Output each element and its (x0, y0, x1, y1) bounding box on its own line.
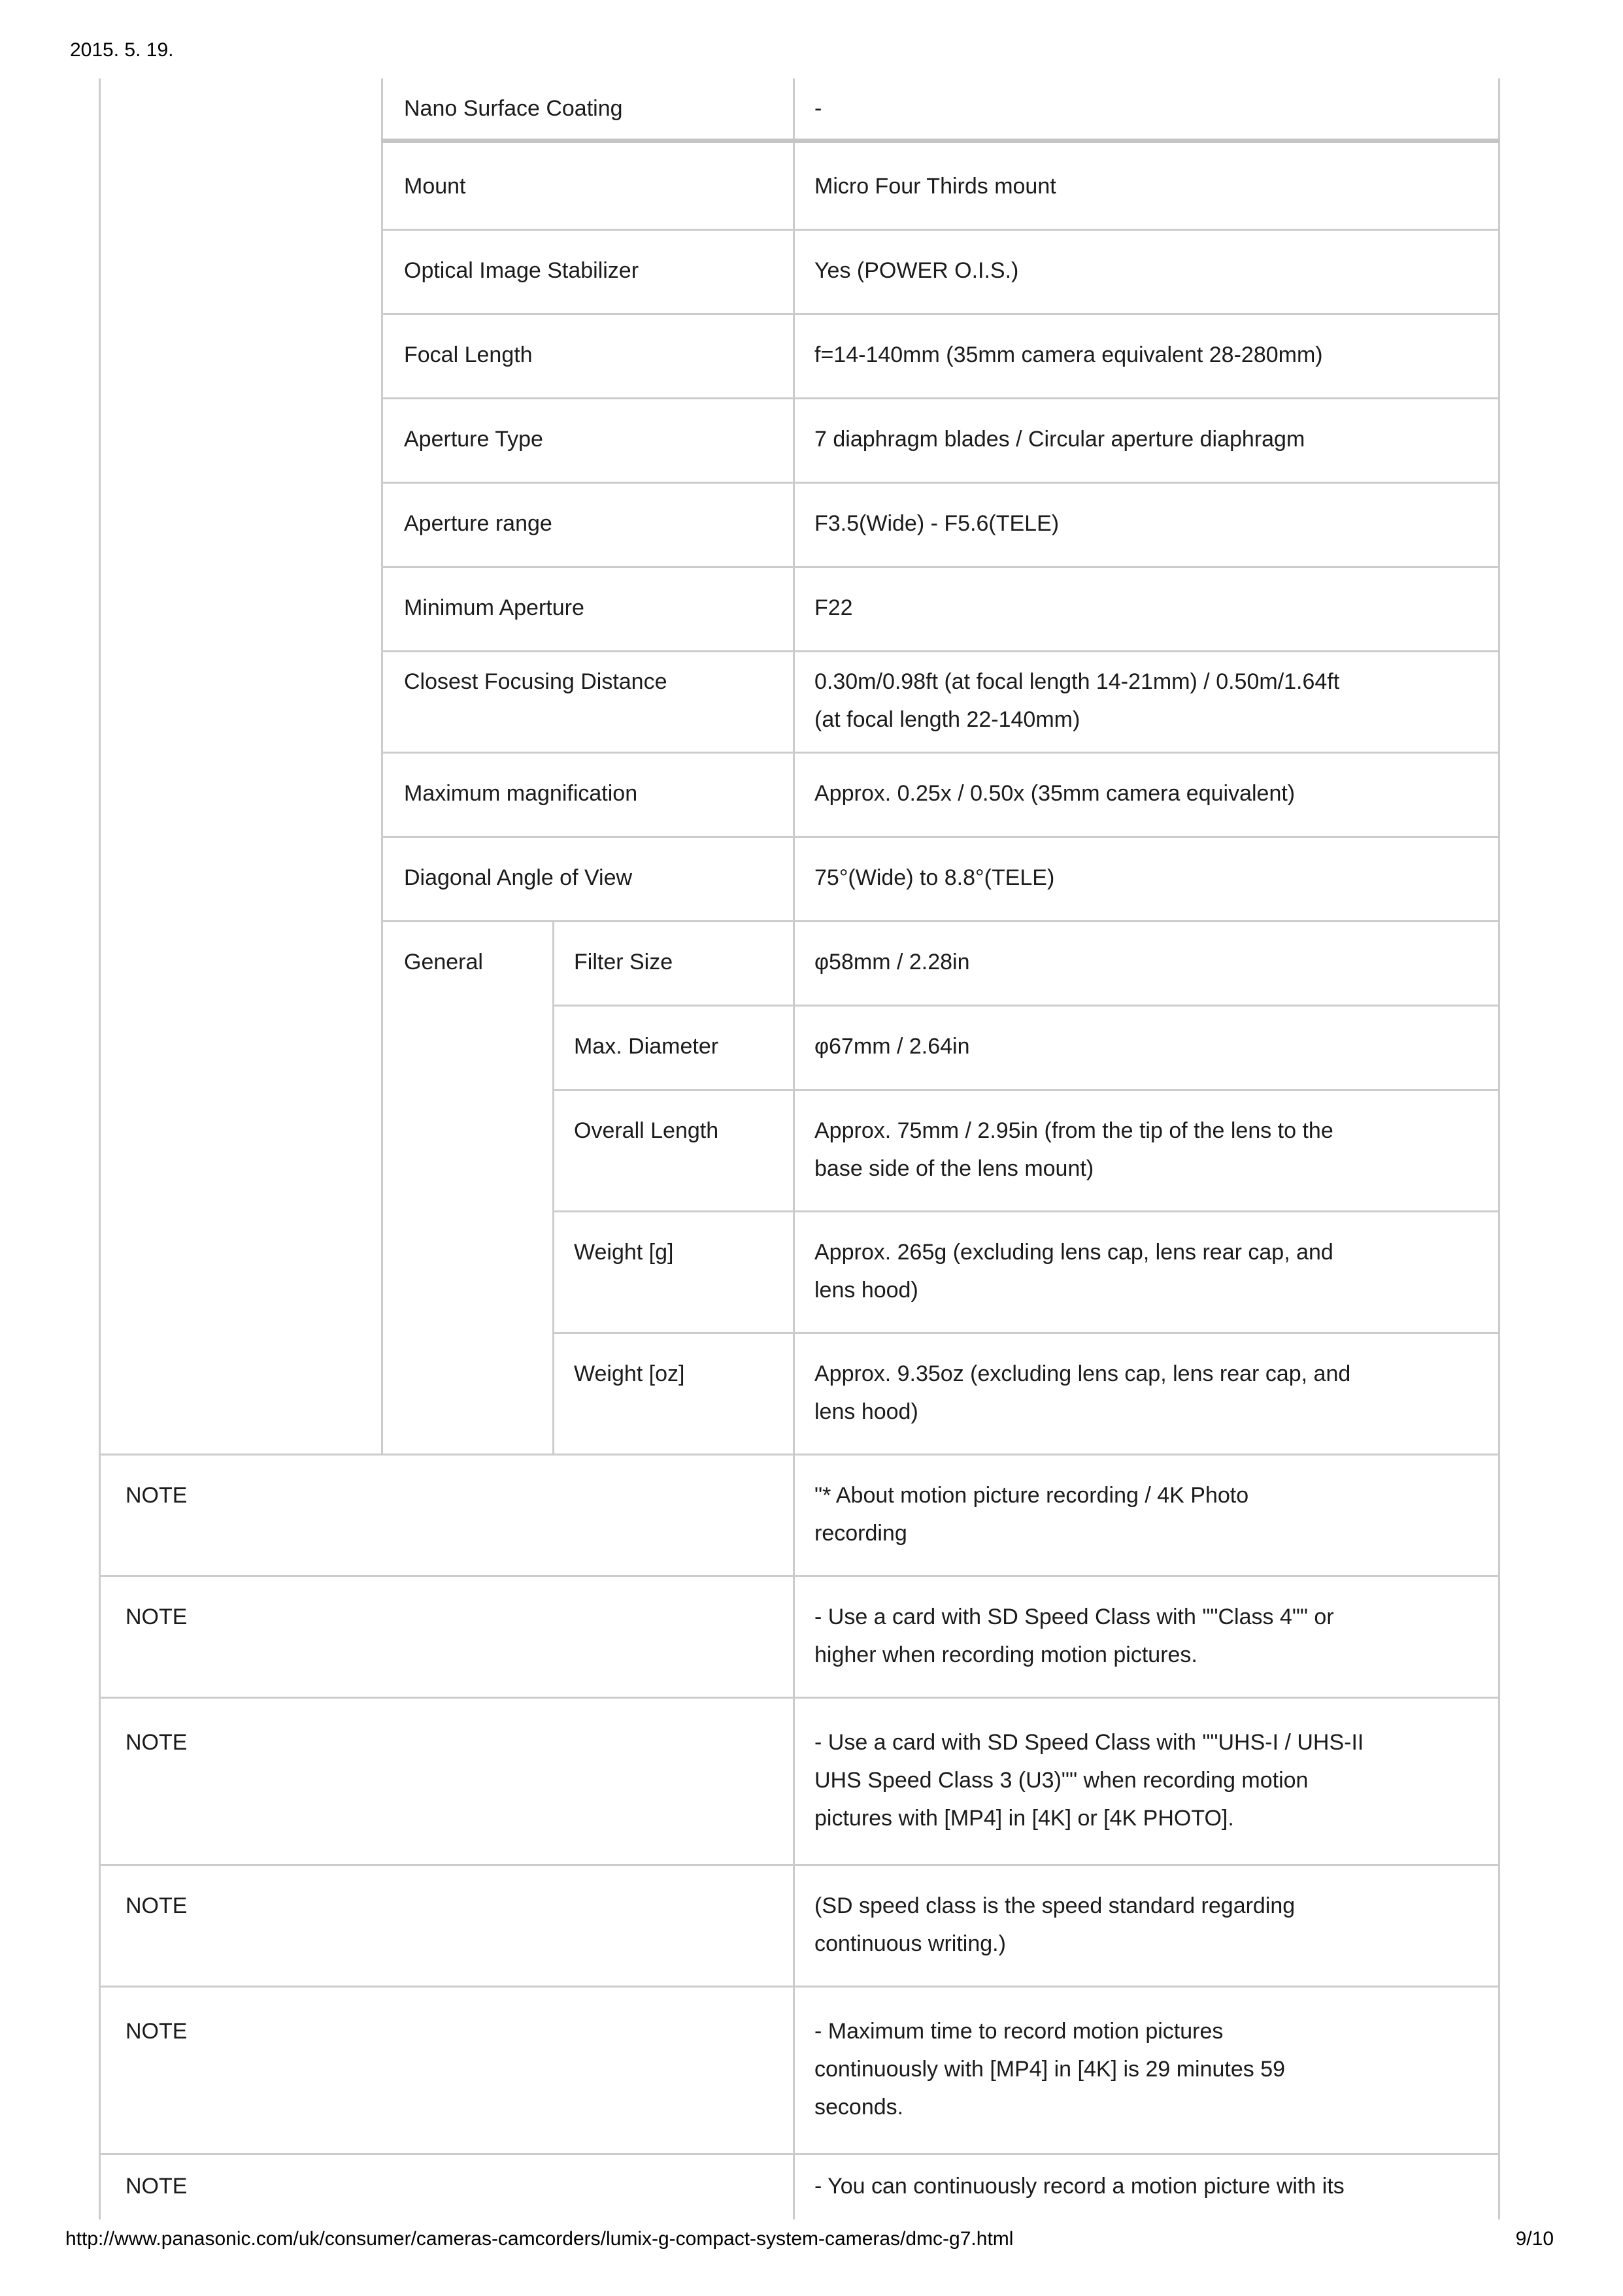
spec-value-minimum-aperture: F22 (814, 595, 853, 620)
spec-table (99, 78, 1500, 2220)
grid-line (99, 1986, 1500, 1988)
spec-value-nano-surface-coating: - (814, 96, 822, 121)
note-label: NOTE (125, 2174, 188, 2199)
spec-value-aperture-type: 7 diaphragm blades / Circular aperture diaphragm (814, 427, 1305, 452)
grid-line-value-col (793, 78, 795, 2220)
grid-line-label-col (381, 78, 383, 1454)
grid-line (552, 1332, 1500, 1334)
grid-line (552, 1210, 1500, 1212)
grid-line (381, 920, 1500, 922)
spec-label-nano-surface-coating: Nano Surface Coating (404, 96, 623, 121)
grid-line (99, 1864, 1500, 1866)
spec-label-max-diameter: Max. Diameter (574, 1034, 719, 1059)
spec-value-filter-size: φ58mm / 2.28in (814, 950, 970, 974)
print-footer (0, 2227, 1623, 2254)
spec-label-weight-oz: Weight [oz] (574, 1361, 685, 1386)
grid-line (552, 1089, 1500, 1091)
spec-label-aperture-type: Aperture Type (404, 427, 543, 452)
spec-value-focal-length: f=14-140mm (35mm camera equivalent 28-280mm) (814, 342, 1323, 367)
note-label: NOTE (125, 2019, 188, 2044)
grid-line (381, 650, 1500, 652)
note-label: NOTE (125, 1483, 188, 1508)
spec-label-minimum-aperture: Minimum Aperture (404, 595, 584, 620)
grid-line (381, 566, 1500, 568)
grid-line (381, 313, 1500, 315)
spec-label-overall-length: Overall Length (574, 1118, 719, 1143)
grid-line (99, 1454, 1500, 1456)
spec-value-diagonal-angle-of-view: 75°(Wide) to 8.8°(TELE) (814, 865, 1055, 890)
spec-value-overall-length: Approx. 75mm / 2.95in (from the tip of the lens to the base side of the lens mount) (814, 1118, 1333, 1181)
grid-line (99, 1575, 1500, 1577)
grid-line (381, 752, 1500, 754)
spec-value-mount: Micro Four Thirds mount (814, 174, 1056, 199)
note-label: NOTE (125, 1730, 188, 1755)
spec-label-closest-focusing-distance: Closest Focusing Distance (404, 669, 667, 694)
spec-label-aperture-range: Aperture range (404, 511, 552, 536)
grid-line-sub-col (552, 920, 554, 1454)
grid-line (381, 397, 1500, 399)
grid-line-right (1498, 78, 1500, 2220)
spec-value-closest-focusing-distance: 0.30m/0.98ft (at focal length 14-21mm) / 0.50m/1.64ft (at focal length 22-140mm) (814, 669, 1340, 732)
group-label-general: General (404, 950, 483, 974)
note-value: (SD speed class is the speed standard regarding continuous writing.) (814, 1893, 1296, 1956)
note-value: - Maximum time to record motion pictures continuously with [MP4] in [4K] is 29 minutes 59 seconds. (814, 2019, 1286, 2120)
spec-label-optical-image-stabilizer: Optical Image Stabilizer (404, 258, 639, 283)
note-label: NOTE (125, 1893, 188, 1918)
print-date: 2015. 5. 19. (70, 39, 174, 61)
spec-value-max-diameter: φ67mm / 2.64in (814, 1034, 970, 1059)
spec-value-optical-image-stabilizer: Yes (POWER O.I.S.) (814, 258, 1019, 283)
grid-line (99, 2153, 1500, 2155)
spec-label-focal-length: Focal Length (404, 342, 533, 367)
section-divider (381, 139, 1500, 143)
note-value: - Use a card with SD Speed Class with ""Class 4"" or higher when recording motion pictures. (814, 1605, 1334, 1667)
note-value: - You can continuously record a motion picture with its (814, 2174, 1345, 2199)
grid-line (381, 229, 1500, 231)
grid-line (381, 482, 1500, 484)
grid-line (99, 1697, 1500, 1699)
spec-label-weight-g: Weight [g] (574, 1240, 674, 1265)
spec-value-aperture-range: F3.5(Wide) - F5.6(TELE) (814, 511, 1060, 536)
grid-line (552, 1005, 1500, 1007)
spec-value-weight-oz: Approx. 9.35oz (excluding lens cap, lens rear cap, and lens hood) (814, 1361, 1351, 1424)
spec-value-maximum-magnification: Approx. 0.25x / 0.50x (35mm camera equivalent) (814, 781, 1296, 806)
spec-label-mount: Mount (404, 174, 466, 199)
footer-page-number: 9/10 (1515, 2228, 1554, 2250)
grid-line-left (99, 78, 101, 2220)
footer-source-url: http://www.panasonic.com/uk/consumer/cameras-camcorders/lumix-g-compact-system-cameras/dmc-g7.html (65, 2228, 1014, 2250)
note-value: - Use a card with SD Speed Class with ""UHS-I / UHS-II UHS Speed Class 3 (U3)"" when recording motion pictures with [MP4] in [4K] or [4K PHOTO]. (814, 1730, 1364, 1831)
grid-line (381, 836, 1500, 838)
spec-label-diagonal-angle-of-view: Diagonal Angle of View (404, 865, 633, 890)
spec-label-maximum-magnification: Maximum magnification (404, 781, 638, 806)
spec-value-weight-g: Approx. 265g (excluding lens cap, lens rear cap, and lens hood) (814, 1240, 1333, 1303)
note-label: NOTE (125, 1605, 188, 1629)
spec-label-filter-size: Filter Size (574, 950, 673, 974)
note-value: "* About motion picture recording / 4K Photo recording (814, 1483, 1249, 1546)
